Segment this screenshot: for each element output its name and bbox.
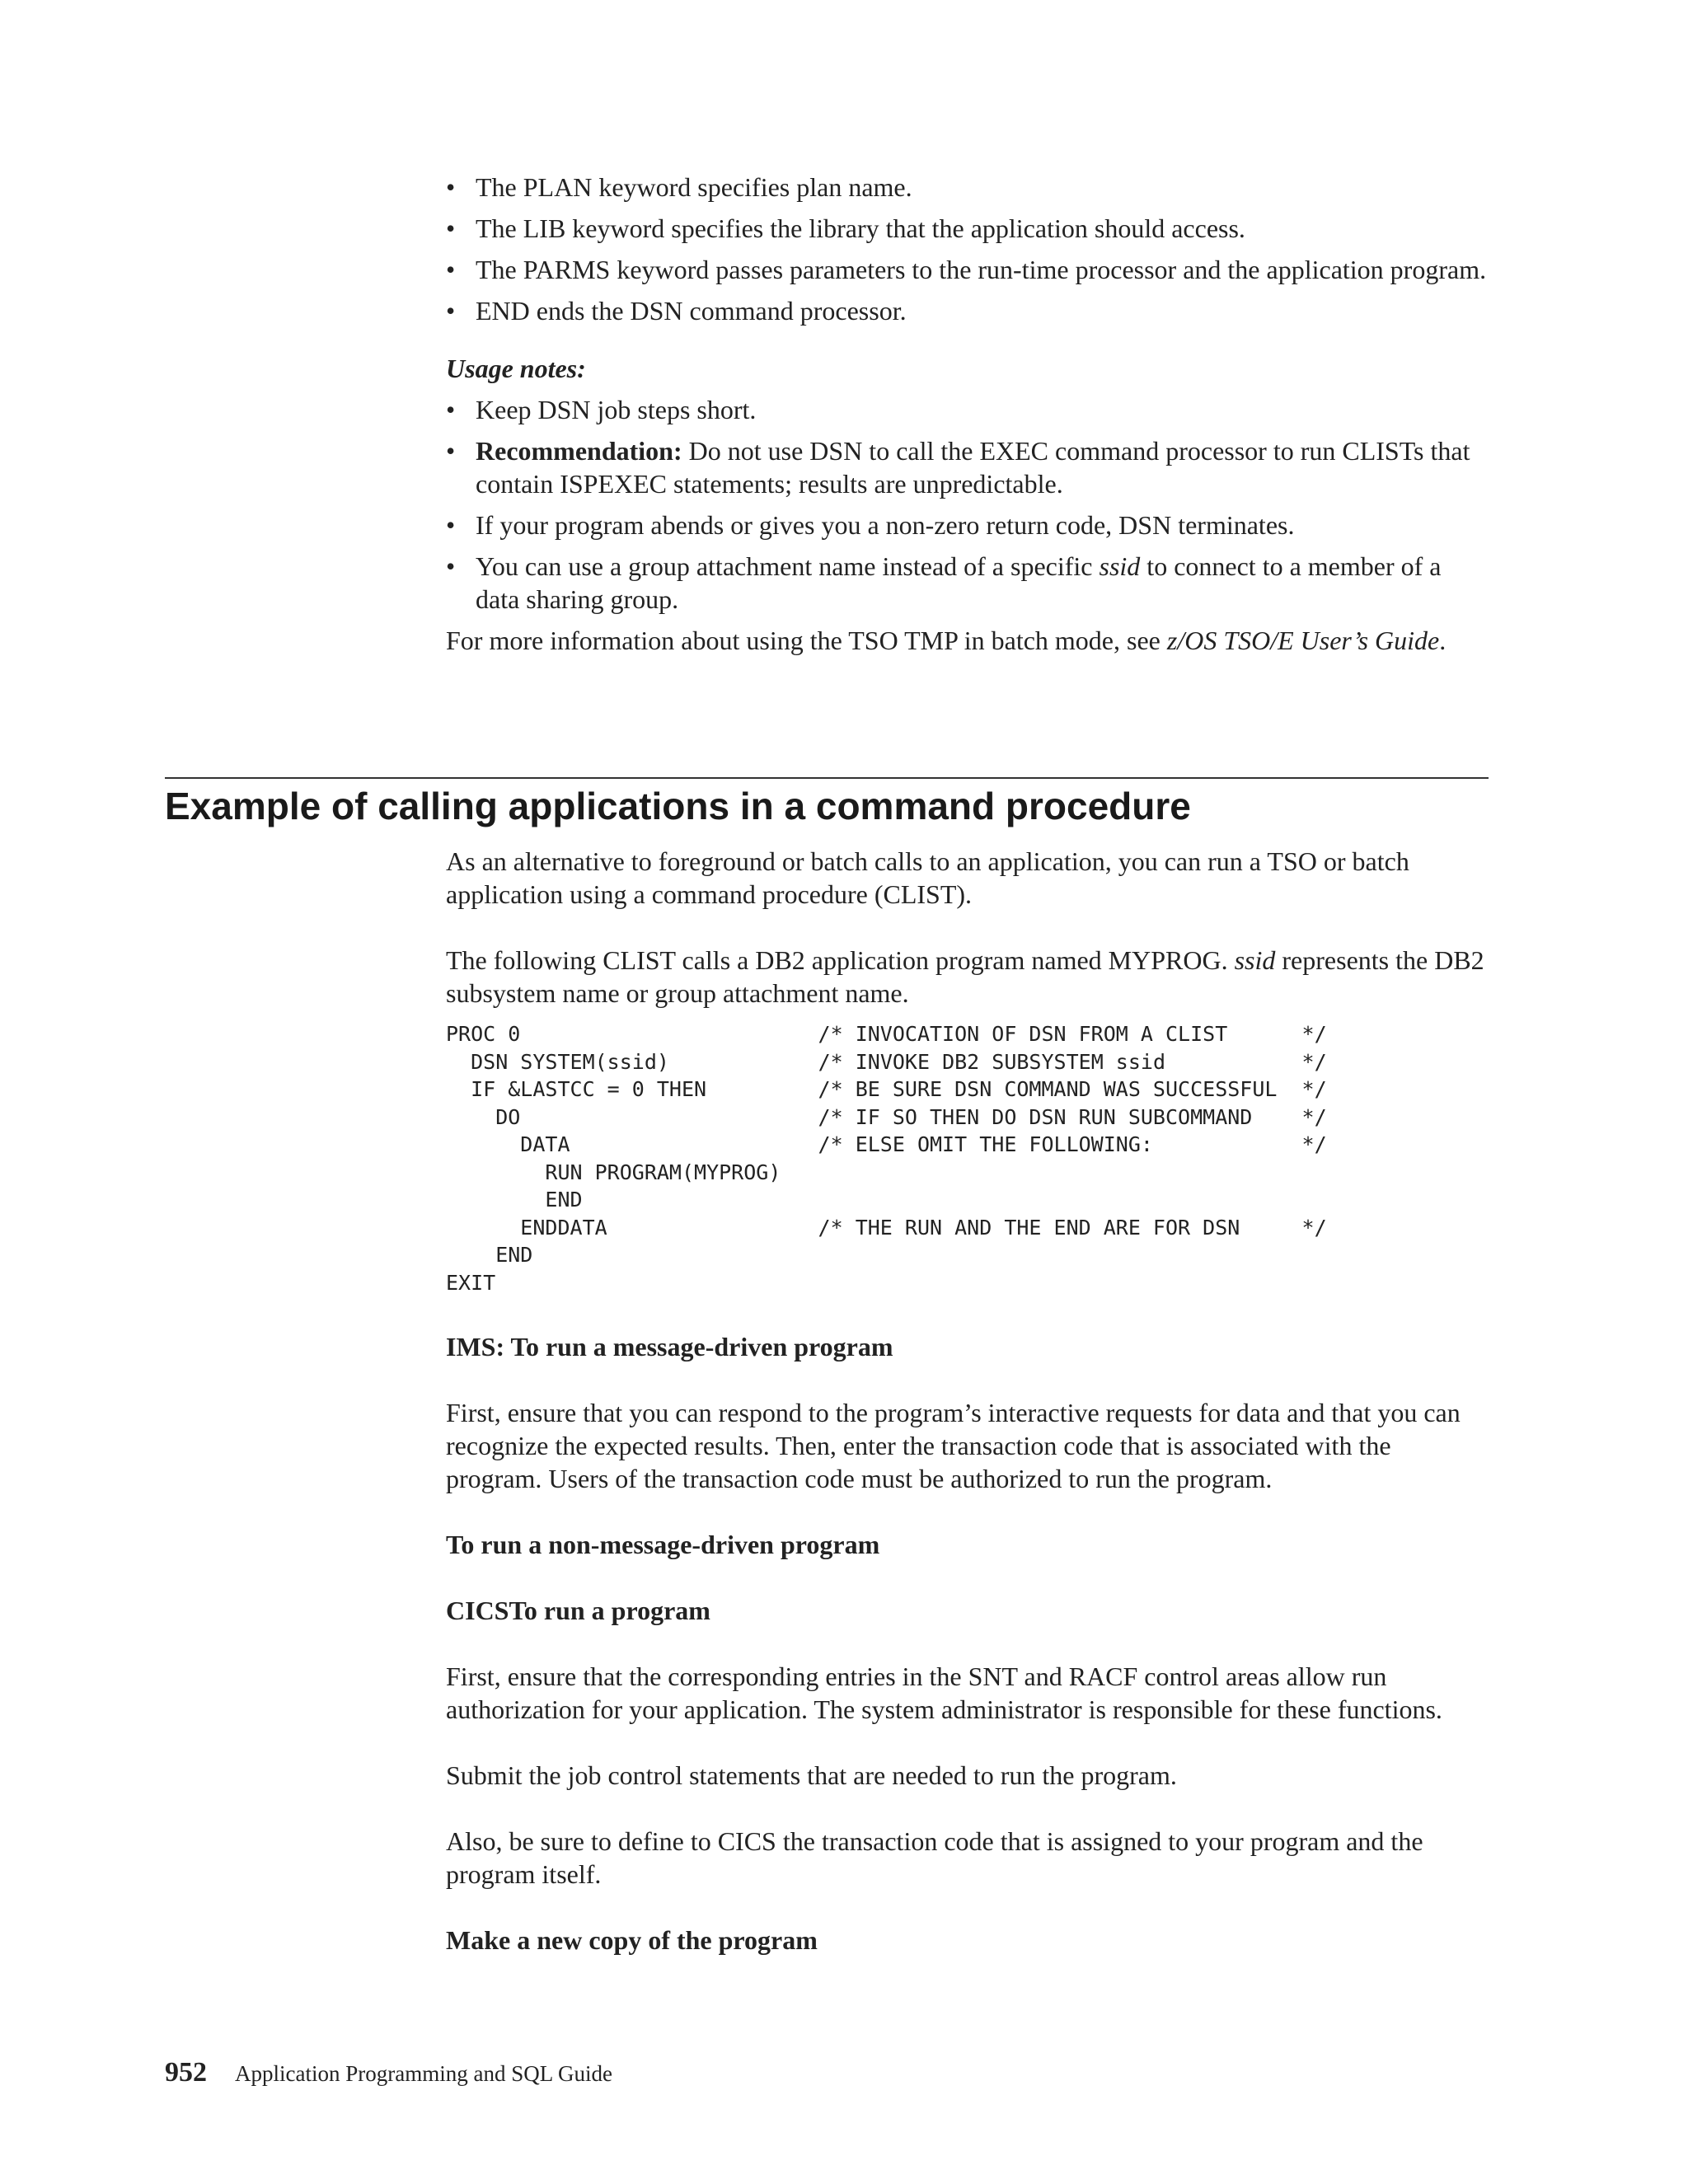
page-footer xyxy=(165,2057,612,2088)
code-statement: DO xyxy=(446,1104,521,1129)
code-line xyxy=(446,1216,1327,1240)
code-comment: /* ELSE OMIT THE FOLLOWING: */ xyxy=(818,1132,1327,1156)
code-line xyxy=(446,1077,1327,1101)
section-intro xyxy=(446,845,1489,1010)
code-padding xyxy=(706,1077,818,1101)
code-statement: DSN SYSTEM(ssid) xyxy=(446,1049,669,1074)
code-comment: /* THE RUN AND THE END ARE FOR DSN */ xyxy=(818,1215,1327,1240)
code-statement: END xyxy=(446,1243,533,1267)
more-info-text: . xyxy=(1439,626,1447,655)
code-line xyxy=(446,1022,1327,1046)
note-text: to connect to a member of a data sharing group. xyxy=(476,551,1442,614)
list-item: • The PLAN keyword specifies plan name. xyxy=(446,171,1489,204)
code-padding xyxy=(520,1105,818,1129)
cics-paragraph: First, ensure that the corresponding entries in the SNT and RACF control areas allow run authorization for your application. The system administrator is responsible for these functions. xyxy=(446,1661,1442,1724)
ims-heading: IMS: To run a message-driven program xyxy=(446,1332,893,1361)
code-line xyxy=(446,1160,781,1184)
run-instructions xyxy=(446,1330,1489,1957)
usage-notes-list xyxy=(446,393,1489,616)
code-statement: PROC 0 xyxy=(446,1022,521,1046)
keyword-list xyxy=(446,171,1489,327)
code-padding xyxy=(607,1216,818,1240)
list-item xyxy=(446,434,1489,500)
more-info-text: For more information about using the TSO TMP in batch mode, see xyxy=(446,626,1167,655)
code-padding xyxy=(570,1132,818,1156)
note-emphasis: ssid xyxy=(1099,551,1141,581)
top-block xyxy=(446,171,1489,657)
code-comment: /* IF SO THEN DO DSN RUN SUBCOMMAND */ xyxy=(818,1104,1327,1129)
code-comment: /* INVOCATION OF DSN FROM A CLIST */ xyxy=(818,1022,1327,1046)
list-item: • The PARMS keyword passes parameters to the run-time processor and the application program. xyxy=(446,253,1489,286)
note-text: You can use a group attachment name instead of a specific xyxy=(476,551,1100,581)
cics-heading: CICSTo run a program xyxy=(446,1596,710,1625)
clist-text: represents the DB2 subsystem name or group attachment name. xyxy=(446,945,1484,1008)
section-divider xyxy=(165,777,1489,779)
code-statement: DATA xyxy=(446,1132,570,1156)
code-statement: RUN PROGRAM(MYPROG) xyxy=(446,1160,781,1184)
usage-notes-label: Usage notes: xyxy=(446,354,586,383)
book-title: Application Programming and SQL Guide xyxy=(235,2061,612,2086)
code-line xyxy=(446,1243,532,1267)
list-item: • The LIB keyword specifies the library that the application should access. xyxy=(446,212,1489,245)
clist-text: The following CLIST calls a DB2 application program named MYPROG. xyxy=(446,945,1235,975)
code-padding xyxy=(669,1050,818,1074)
intro-paragraph: As an alternative to foreground or batch calls to an application, you can run a TSO or batch application using a command procedure (CLIST). xyxy=(446,846,1409,909)
list-item: • Keep DSN job steps short. xyxy=(446,393,1489,426)
code-statement: IF &LASTCC = 0 THEN xyxy=(446,1077,707,1101)
code-statement: END xyxy=(446,1188,583,1212)
non-message-heading: To run a non-message-driven program xyxy=(446,1530,880,1559)
code-statement: EXIT xyxy=(446,1270,496,1295)
code-statement: ENDDATA xyxy=(446,1215,607,1240)
list-item xyxy=(446,550,1489,616)
code-line xyxy=(446,1105,1327,1129)
code-example xyxy=(446,1020,1353,1296)
code-line xyxy=(446,1050,1327,1074)
ims-paragraph: First, ensure that you can respond to the program’s interactive requests for data and that you can recognize the expected results. Then, enter the transaction code that is associated with the program. Users of the transaction code must be authorized to run the program. xyxy=(446,1398,1461,1493)
clist-paragraph xyxy=(446,944,1489,1010)
section-heading: Example of calling applications in a command procedure xyxy=(165,785,1191,827)
code-line xyxy=(446,1188,583,1212)
define-paragraph: Also, be sure to define to CICS the transaction code that is assigned to your program and the program itself. xyxy=(446,1826,1423,1889)
jcl-paragraph: Submit the job control statements that are needed to run the program. xyxy=(446,1760,1177,1790)
new-copy-heading: Make a new copy of the program xyxy=(446,1925,818,1955)
recommendation-text: Do not use DSN to call the EXEC command processor to run CLISTs that contain ISPEXEC statements; results are unpredictable. xyxy=(476,436,1470,499)
list-item: • END ends the DSN command processor. xyxy=(446,294,1489,327)
more-info-paragraph xyxy=(446,624,1489,657)
page-number: 952 xyxy=(165,2057,207,2088)
code-line xyxy=(446,1271,495,1295)
code-padding xyxy=(520,1022,818,1046)
code-comment: /* BE SURE DSN COMMAND WAS SUCCESSFUL */ xyxy=(818,1077,1327,1101)
list-item: • If your program abends or gives you a non-zero return code, DSN terminates. xyxy=(446,509,1489,541)
recommendation-label: Recommendation: xyxy=(476,436,682,466)
code-line xyxy=(446,1132,1327,1156)
code-comment: /* INVOKE DB2 SUBSYSTEM ssid */ xyxy=(818,1049,1327,1074)
ssid-term: ssid xyxy=(1234,945,1276,975)
book-reference: z/OS TSO/E User’s Guide xyxy=(1166,626,1440,655)
